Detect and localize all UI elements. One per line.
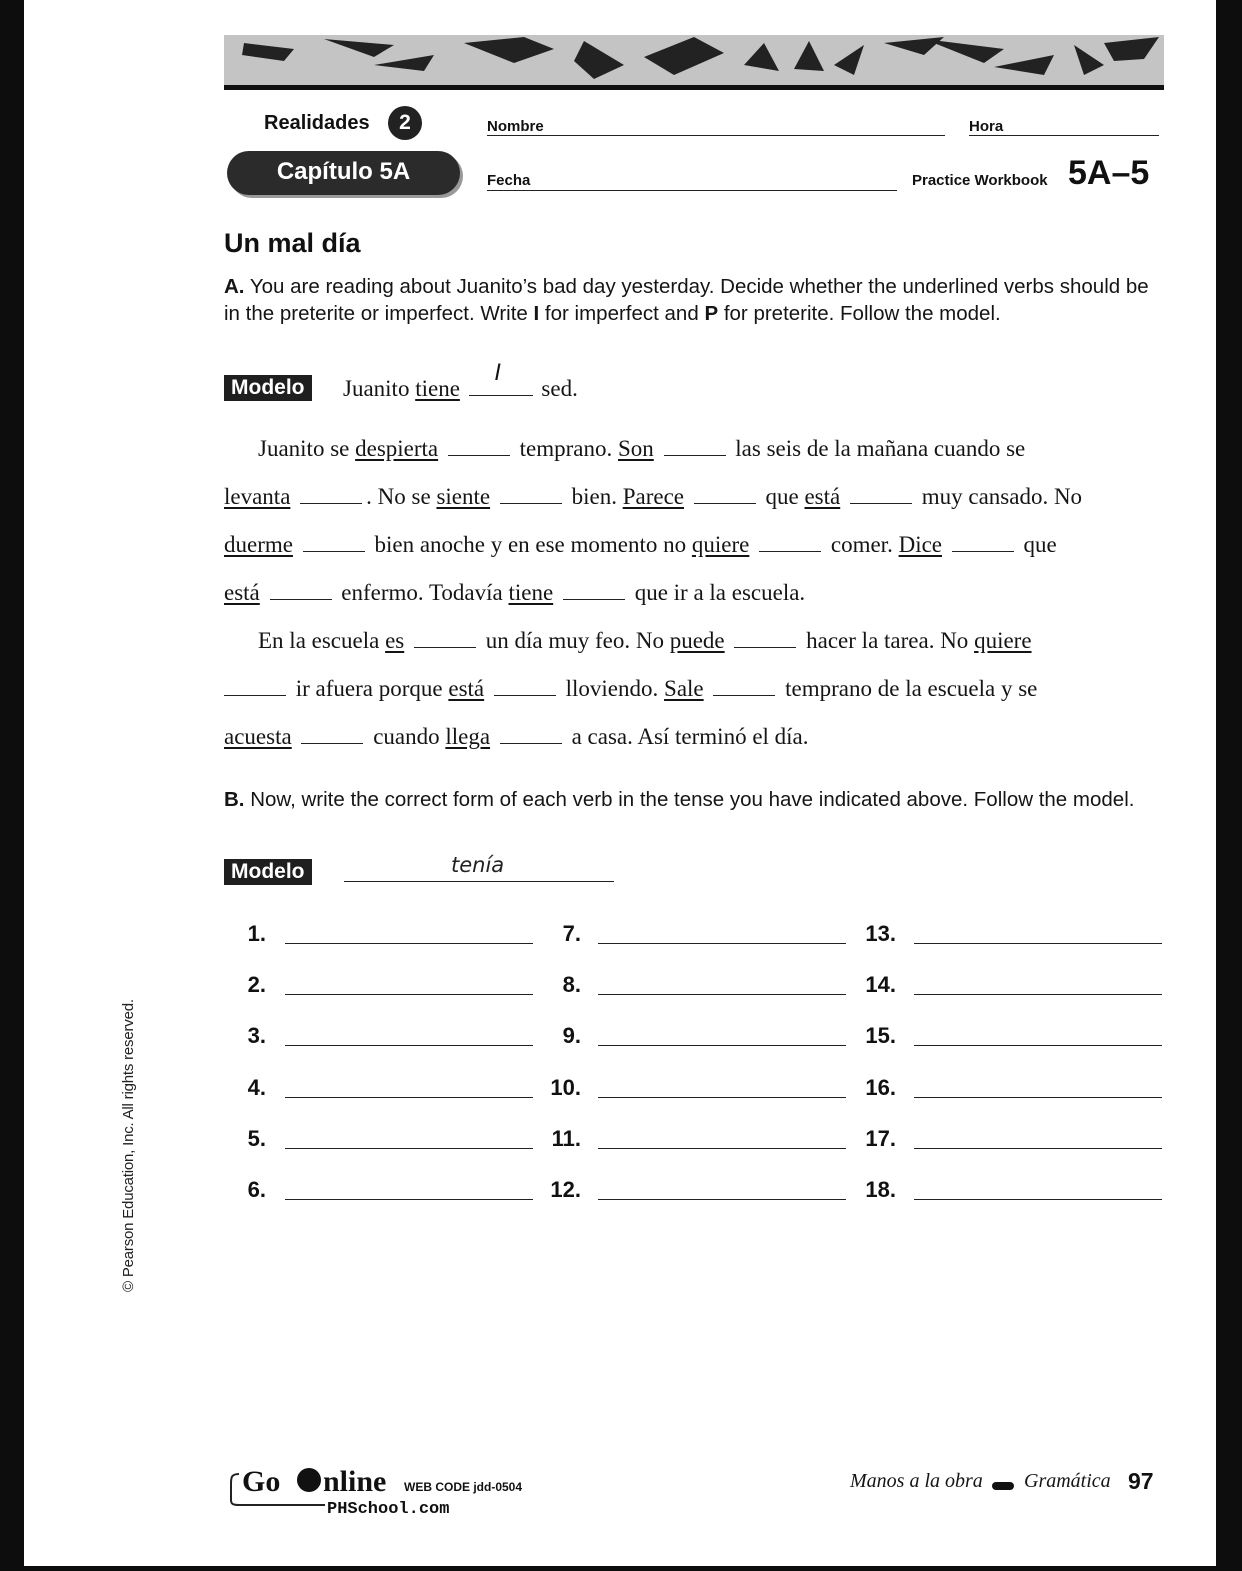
answer-number: 4.: [247, 1074, 266, 1100]
answer-blank-15[interactable]: [494, 677, 556, 696]
answer-blank-18[interactable]: [500, 725, 562, 744]
part-a-instructions: A. You are reading about Juanito’s bad day yesterday. Decide whether the underlined verbs should be in the preterite or imperfect. Write I for imperfect and P for preterite. Follow the model.: [224, 275, 1149, 325]
answer-line[interactable]: [914, 1199, 1162, 1200]
answer-line[interactable]: [285, 1097, 533, 1098]
story-line-3: duerme bien anoche y en ese momento no quiere comer. Dice que: [224, 532, 1057, 557]
answer-number: 8.: [562, 972, 581, 998]
answer-line[interactable]: [598, 1045, 846, 1046]
answer-number: 15.: [865, 1023, 896, 1049]
answer-number: 9.: [562, 1023, 581, 1049]
answer-blank-3[interactable]: [300, 485, 362, 504]
answer-blank-10[interactable]: [270, 581, 332, 600]
answer-number: 10.: [550, 1074, 581, 1100]
page-number: 97: [1128, 1468, 1154, 1494]
svg-text:WEB CODE jdd-0504: WEB CODE jdd-0504: [404, 1480, 523, 1494]
answer-line[interactable]: [285, 1045, 533, 1046]
answer-blank-16[interactable]: [713, 677, 775, 696]
svg-text:nline: nline: [323, 1465, 387, 1498]
chapter-badge: Capítulo 5A: [227, 151, 460, 195]
answer-blank-11[interactable]: [563, 581, 625, 600]
workbook-code: 5A–5: [1068, 154, 1150, 192]
answer-number: 18.: [865, 1177, 896, 1202]
story-line-4: está enfermo. Todavía tiene que ir a la escuela.: [224, 580, 806, 605]
nombre-field[interactable]: [487, 135, 945, 136]
story-line-2: levanta . No se siente bien. Parece que está muy cansado. No: [224, 484, 1083, 509]
answer-number: 2.: [247, 972, 266, 998]
answer-line[interactable]: [598, 994, 846, 995]
answer-blank-1[interactable]: [448, 437, 510, 456]
story-line-1: Juanito se despierta temprano. Son las seis de la mañana cuando se: [258, 436, 1026, 461]
answer-number: 7.: [562, 921, 581, 946]
answer-number: 1.: [247, 921, 266, 946]
answer-number: 6.: [247, 1177, 266, 1202]
svg-text:PHSchool.com: PHSchool.com: [327, 1500, 450, 1519]
answer-line[interactable]: [285, 943, 533, 944]
answer-line[interactable]: [914, 1045, 1162, 1046]
answer-blank-7[interactable]: [303, 533, 365, 552]
fecha-field[interactable]: [487, 190, 897, 191]
answer-blank-2[interactable]: [664, 437, 726, 456]
series-title: Realidades: [264, 112, 370, 134]
fecha-label: Fecha: [487, 172, 531, 189]
answer-number: 12.: [550, 1177, 581, 1202]
answer-line[interactable]: [914, 1097, 1162, 1098]
answer-line[interactable]: [285, 1199, 533, 1200]
answer-number: 14.: [865, 972, 896, 998]
answer-number: 3.: [247, 1023, 266, 1049]
workbook-page: [24, 0, 1216, 1566]
answer-number: 16.: [865, 1074, 896, 1100]
part-a-letter: A.: [224, 275, 245, 298]
part-b-letter: B.: [224, 788, 245, 811]
answer-blank-14[interactable]: [224, 677, 286, 696]
answer-line[interactable]: [285, 1148, 533, 1149]
modelo-tag-b: Modelo: [224, 859, 312, 885]
modelo-verb: tiene: [415, 376, 460, 401]
answer-blank-13[interactable]: [734, 629, 796, 648]
story-line-6: ir afuera porque está lloviendo. Sale temprano de la escuela y se: [224, 676, 1164, 702]
svg-text:Go: Go: [242, 1465, 281, 1498]
modelo-sentence-a: Juanito tiene I sed.: [343, 361, 578, 401]
go-online-logo: [229, 1460, 529, 1520]
modelo-tag-a: Modelo: [224, 375, 312, 401]
answer-blank-4[interactable]: [500, 485, 562, 504]
nombre-label: Nombre: [487, 118, 544, 135]
footer-separator: [992, 1482, 1014, 1490]
answer-number: 17.: [865, 1125, 896, 1151]
answer-line[interactable]: [598, 943, 846, 944]
answer-blank-8[interactable]: [759, 533, 821, 552]
answer-line[interactable]: [914, 994, 1162, 995]
story-line-5: En la escuela es un día muy feo. No puede hacer la tarea. No quiere: [258, 628, 1032, 653]
modelo-answer-blank: I: [469, 377, 533, 396]
answer-number: 11.: [551, 1125, 581, 1151]
answer-blank-5[interactable]: [694, 485, 756, 504]
answer-line[interactable]: [285, 994, 533, 995]
modelo-answer-line: [344, 881, 614, 882]
answer-line[interactable]: [598, 1148, 846, 1149]
answer-blank-6[interactable]: [850, 485, 912, 504]
page-title: Un mal día: [224, 228, 361, 258]
part-b-instructions: B. Now, write the correct form of each verb in the tense you have indicated above. Follow the model.: [224, 788, 1135, 811]
answer-blank-12[interactable]: [414, 629, 476, 648]
footer-section-2: Gramática: [1024, 1470, 1111, 1492]
answer-blank-17[interactable]: [301, 725, 363, 744]
workbook-label: Practice Workbook: [912, 172, 1048, 189]
answer-number: 13.: [865, 921, 896, 946]
decorative-banner: [224, 35, 1164, 97]
copyright-notice: © Pearson Education, Inc. All rights reserved.: [120, 999, 137, 1292]
answer-line[interactable]: [914, 1148, 1162, 1149]
story-line-7: acuesta cuando llega a casa. Así terminó el día.: [224, 724, 809, 749]
modelo-answer-b: tenía: [451, 853, 505, 877]
answer-blank-9[interactable]: [952, 533, 1014, 552]
answer-line[interactable]: [598, 1097, 846, 1098]
hora-field[interactable]: [969, 135, 1159, 136]
answer-line[interactable]: [598, 1199, 846, 1200]
answer-line[interactable]: [914, 943, 1162, 944]
hora-label: Hora: [969, 118, 1004, 135]
answer-number: 5.: [247, 1125, 266, 1151]
level-badge: 2: [388, 106, 422, 140]
footer-section-1: Manos a la obra: [850, 1470, 983, 1492]
